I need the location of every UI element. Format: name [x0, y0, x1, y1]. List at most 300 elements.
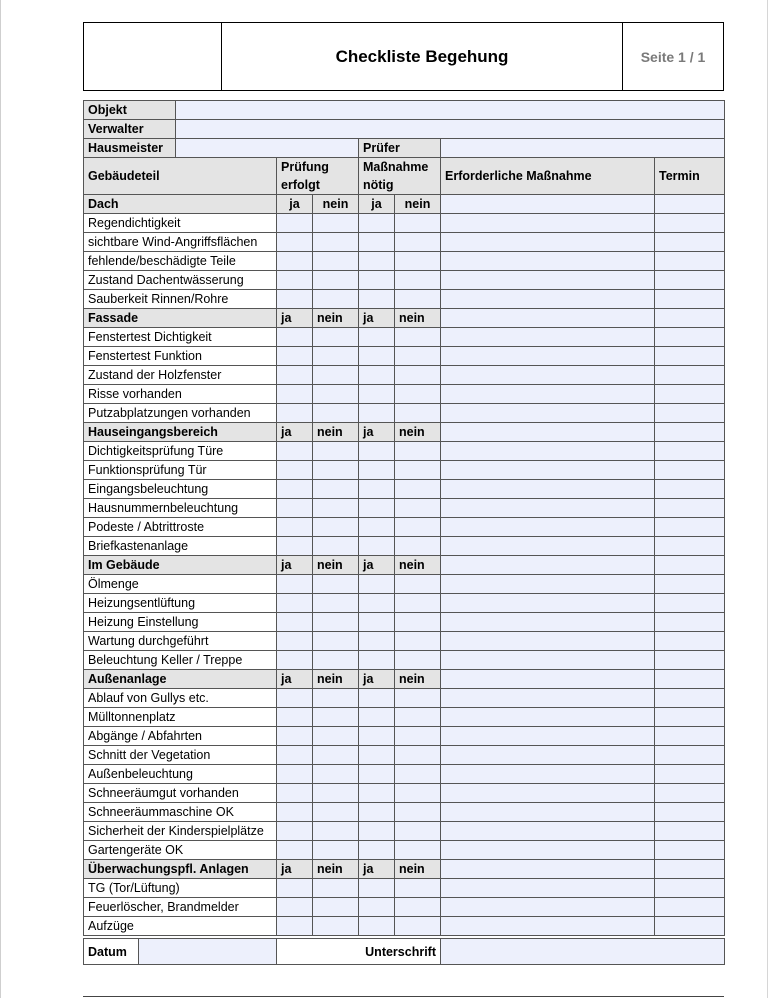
massnahme-nein-checkbox[interactable]	[395, 499, 441, 518]
header-nein-massnahme: nein	[395, 309, 441, 328]
item-label: Zustand der Holzfenster	[84, 366, 277, 385]
massnahme-nein-checkbox[interactable]	[395, 290, 441, 309]
massnahme-ja-checkbox[interactable]	[359, 575, 395, 594]
massnahme-text-field[interactable]	[441, 461, 655, 480]
termin-field[interactable]	[655, 765, 725, 784]
termin-field[interactable]	[655, 822, 725, 841]
pruefung-nein-checkbox[interactable]	[313, 328, 359, 347]
checklist-row	[84, 822, 725, 841]
section-massnahme-cell[interactable]	[441, 309, 655, 328]
termin-field[interactable]	[655, 879, 725, 898]
massnahme-ja-checkbox[interactable]	[359, 784, 395, 803]
checklist-row	[84, 442, 725, 461]
pruefung-nein-checkbox[interactable]	[313, 480, 359, 499]
massnahme-nein-checkbox[interactable]	[395, 252, 441, 271]
termin-field[interactable]	[655, 537, 725, 556]
massnahme-ja-checkbox[interactable]	[359, 499, 395, 518]
termin-field[interactable]	[655, 594, 725, 613]
massnahme-nein-checkbox[interactable]	[395, 385, 441, 404]
massnahme-ja-checkbox[interactable]	[359, 898, 395, 917]
objekt-field[interactable]	[176, 101, 725, 120]
item-label: Ölmenge	[84, 575, 277, 594]
massnahme-text-field[interactable]	[441, 442, 655, 461]
pruefung-nein-checkbox[interactable]	[313, 879, 359, 898]
pruefung-ja-checkbox[interactable]	[277, 651, 313, 670]
hausmeister-field[interactable]	[176, 139, 359, 158]
pruefung-ja-checkbox[interactable]	[277, 461, 313, 480]
section-termin-cell[interactable]	[655, 423, 725, 442]
termin-field[interactable]	[655, 347, 725, 366]
massnahme-nein-checkbox[interactable]	[395, 366, 441, 385]
pruefung-ja-checkbox[interactable]	[277, 708, 313, 727]
massnahme-ja-checkbox[interactable]	[359, 461, 395, 480]
pruefung-nein-checkbox[interactable]	[313, 594, 359, 613]
massnahme-nein-checkbox[interactable]	[395, 822, 441, 841]
pruefung-ja-checkbox[interactable]	[277, 822, 313, 841]
checklist-row	[84, 613, 725, 632]
termin-field[interactable]	[655, 442, 725, 461]
pruefung-nein-checkbox[interactable]	[313, 290, 359, 309]
pruefer-field[interactable]	[441, 139, 725, 158]
termin-field[interactable]	[655, 651, 725, 670]
label-objekt: Objekt	[84, 101, 176, 120]
termin-field[interactable]	[655, 898, 725, 917]
col-pruefung: Prüfung erfolgt	[277, 158, 359, 195]
massnahme-text-field[interactable]	[441, 537, 655, 556]
footer-table	[83, 938, 725, 965]
checklist-row	[84, 233, 725, 252]
massnahme-text-field[interactable]	[441, 708, 655, 727]
checklist-row	[84, 632, 725, 651]
pruefung-nein-checkbox[interactable]	[313, 385, 359, 404]
pruefung-ja-checkbox[interactable]	[277, 917, 313, 936]
checklist-row	[84, 518, 725, 537]
header-nein-pruefung: nein	[313, 860, 359, 879]
termin-field[interactable]	[655, 328, 725, 347]
item-label: Außenbeleuchtung	[84, 765, 277, 784]
section-termin-cell[interactable]	[655, 860, 725, 879]
massnahme-nein-checkbox[interactable]	[395, 461, 441, 480]
termin-field[interactable]	[655, 689, 725, 708]
page-number: Seite 1 / 1	[640, 48, 706, 65]
massnahme-nein-checkbox[interactable]	[395, 214, 441, 233]
section-massnahme-cell[interactable]	[441, 423, 655, 442]
massnahme-ja-checkbox[interactable]	[359, 214, 395, 233]
item-label: Beleuchtung Keller / Treppe	[84, 651, 277, 670]
pruefung-nein-checkbox[interactable]	[313, 784, 359, 803]
header-ja-massnahme: ja	[359, 670, 395, 689]
massnahme-text-field[interactable]	[441, 727, 655, 746]
termin-field[interactable]	[655, 632, 725, 651]
pruefung-ja-checkbox[interactable]	[277, 385, 313, 404]
checklist-row	[84, 328, 725, 347]
massnahme-text-field[interactable]	[441, 290, 655, 309]
pruefung-nein-checkbox[interactable]	[313, 252, 359, 271]
pruefung-nein-checkbox[interactable]	[313, 537, 359, 556]
massnahme-ja-checkbox[interactable]	[359, 271, 395, 290]
massnahme-nein-checkbox[interactable]	[395, 632, 441, 651]
pruefung-nein-checkbox[interactable]	[313, 822, 359, 841]
pruefung-nein-checkbox[interactable]	[313, 518, 359, 537]
logo-area	[84, 23, 222, 90]
header-nein-pruefung: nein	[313, 195, 359, 214]
massnahme-ja-checkbox[interactable]	[359, 879, 395, 898]
section-termin-cell[interactable]	[655, 195, 725, 214]
massnahme-ja-checkbox[interactable]	[359, 404, 395, 423]
massnahme-nein-checkbox[interactable]	[395, 746, 441, 765]
massnahme-ja-checkbox[interactable]	[359, 366, 395, 385]
massnahme-text-field[interactable]	[441, 879, 655, 898]
pruefung-nein-checkbox[interactable]	[313, 404, 359, 423]
massnahme-ja-checkbox[interactable]	[359, 537, 395, 556]
massnahme-nein-checkbox[interactable]	[395, 841, 441, 860]
section-massnahme-cell[interactable]	[441, 556, 655, 575]
massnahme-ja-checkbox[interactable]	[359, 689, 395, 708]
item-label: Regendichtigkeit	[84, 214, 277, 233]
section-title: Hauseingangsbereich	[84, 423, 277, 442]
massnahme-text-field[interactable]	[441, 252, 655, 271]
pruefung-ja-checkbox[interactable]	[277, 214, 313, 233]
massnahme-nein-checkbox[interactable]	[395, 271, 441, 290]
item-label: Hausnummernbeleuchtung	[84, 499, 277, 518]
pruefung-ja-checkbox[interactable]	[277, 898, 313, 917]
item-label: Sicherheit der Kinderspielplätze	[84, 822, 277, 841]
pruefung-ja-checkbox[interactable]	[277, 689, 313, 708]
section-termin-cell[interactable]	[655, 670, 725, 689]
header-ja-pruefung: ja	[277, 556, 313, 575]
item-label: Zustand Dachentwässerung	[84, 271, 277, 290]
termin-field[interactable]	[655, 252, 725, 271]
pruefung-nein-checkbox[interactable]	[313, 575, 359, 594]
header-ja-massnahme: ja	[359, 309, 395, 328]
massnahme-ja-checkbox[interactable]	[359, 233, 395, 252]
checklist-row	[84, 708, 725, 727]
section-header-row	[84, 309, 725, 328]
item-label: TG (Tor/Lüftung)	[84, 879, 277, 898]
section-massnahme-cell[interactable]	[441, 670, 655, 689]
termin-field[interactable]	[655, 461, 725, 480]
massnahme-text-field[interactable]	[441, 214, 655, 233]
massnahme-ja-checkbox[interactable]	[359, 841, 395, 860]
pruefung-ja-checkbox[interactable]	[277, 746, 313, 765]
item-label: Eingangsbeleuchtung	[84, 480, 277, 499]
unterschrift-field[interactable]	[441, 939, 725, 965]
section-termin-cell[interactable]	[655, 309, 725, 328]
item-label: Funktionsprüfung Tür	[84, 461, 277, 480]
pruefung-nein-checkbox[interactable]	[313, 746, 359, 765]
termin-field[interactable]	[655, 613, 725, 632]
termin-field[interactable]	[655, 708, 725, 727]
item-label: Heizung Einstellung	[84, 613, 277, 632]
massnahme-text-field[interactable]	[441, 841, 655, 860]
massnahme-text-field[interactable]	[441, 385, 655, 404]
massnahme-ja-checkbox[interactable]	[359, 803, 395, 822]
massnahme-nein-checkbox[interactable]	[395, 347, 441, 366]
item-label: Wartung durchgeführt	[84, 632, 277, 651]
checklist-row	[84, 689, 725, 708]
item-label: Briefkastenanlage	[84, 537, 277, 556]
massnahme-nein-checkbox[interactable]	[395, 537, 441, 556]
massnahme-text-field[interactable]	[441, 594, 655, 613]
massnahme-text-field[interactable]	[441, 404, 655, 423]
massnahme-nein-checkbox[interactable]	[395, 708, 441, 727]
item-label: Heizungsentlüftung	[84, 594, 277, 613]
pruefung-nein-checkbox[interactable]	[313, 765, 359, 784]
header-ja-pruefung: ja	[277, 670, 313, 689]
item-label: Schnitt der Vegetation	[84, 746, 277, 765]
checklist-row	[84, 784, 725, 803]
massnahme-nein-checkbox[interactable]	[395, 898, 441, 917]
pruefung-nein-checkbox[interactable]	[313, 347, 359, 366]
pruefung-ja-checkbox[interactable]	[277, 632, 313, 651]
massnahme-text-field[interactable]	[441, 233, 655, 252]
pruefung-ja-checkbox[interactable]	[277, 518, 313, 537]
pruefung-nein-checkbox[interactable]	[313, 727, 359, 746]
section-header-row	[84, 556, 725, 575]
pruefung-ja-checkbox[interactable]	[277, 233, 313, 252]
massnahme-text-field[interactable]	[441, 784, 655, 803]
pruefung-nein-checkbox[interactable]	[313, 271, 359, 290]
pruefung-ja-checkbox[interactable]	[277, 480, 313, 499]
termin-field[interactable]	[655, 404, 725, 423]
pruefung-nein-checkbox[interactable]	[313, 214, 359, 233]
massnahme-nein-checkbox[interactable]	[395, 594, 441, 613]
label-unterschrift: Unterschrift	[277, 939, 441, 965]
massnahme-ja-checkbox[interactable]	[359, 746, 395, 765]
header-ja-pruefung: ja	[277, 195, 313, 214]
termin-field[interactable]	[655, 727, 725, 746]
termin-field[interactable]	[655, 214, 725, 233]
termin-field[interactable]	[655, 575, 725, 594]
datum-field[interactable]	[139, 939, 277, 965]
item-label: Putzabplatzungen vorhanden	[84, 404, 277, 423]
section-title: Überwachungspfl. Anlagen	[84, 860, 277, 879]
massnahme-text-field[interactable]	[441, 347, 655, 366]
massnahme-nein-checkbox[interactable]	[395, 404, 441, 423]
massnahme-ja-checkbox[interactable]	[359, 290, 395, 309]
pruefung-nein-checkbox[interactable]	[313, 366, 359, 385]
section-massnahme-cell[interactable]	[441, 195, 655, 214]
massnahme-text-field[interactable]	[441, 917, 655, 936]
massnahme-nein-checkbox[interactable]	[395, 651, 441, 670]
item-label: Sauberkeit Rinnen/Rohre	[84, 290, 277, 309]
massnahme-nein-checkbox[interactable]	[395, 784, 441, 803]
item-label: Schneeräumgut vorhanden	[84, 784, 277, 803]
page-title: Checkliste Begehung	[222, 23, 623, 90]
massnahme-ja-checkbox[interactable]	[359, 727, 395, 746]
pruefung-ja-checkbox[interactable]	[277, 727, 313, 746]
pruefung-ja-checkbox[interactable]	[277, 784, 313, 803]
massnahme-nein-checkbox[interactable]	[395, 765, 441, 784]
massnahme-text-field[interactable]	[441, 746, 655, 765]
massnahme-nein-checkbox[interactable]	[395, 328, 441, 347]
massnahme-nein-checkbox[interactable]	[395, 518, 441, 537]
item-label: Gartengeräte OK	[84, 841, 277, 860]
checklist-row	[84, 537, 725, 556]
pruefung-nein-checkbox[interactable]	[313, 499, 359, 518]
massnahme-nein-checkbox[interactable]	[395, 442, 441, 461]
pruefung-ja-checkbox[interactable]	[277, 765, 313, 784]
section-title: Im Gebäude	[84, 556, 277, 575]
massnahme-nein-checkbox[interactable]	[395, 233, 441, 252]
massnahme-text-field[interactable]	[441, 499, 655, 518]
pruefung-ja-checkbox[interactable]	[277, 537, 313, 556]
pruefung-ja-checkbox[interactable]	[277, 613, 313, 632]
header-nein-pruefung: nein	[313, 309, 359, 328]
checklist-row	[84, 746, 725, 765]
checklist-row	[84, 917, 725, 936]
header-ja-pruefung: ja	[277, 423, 313, 442]
termin-field[interactable]	[655, 480, 725, 499]
massnahme-ja-checkbox[interactable]	[359, 651, 395, 670]
massnahme-ja-checkbox[interactable]	[359, 822, 395, 841]
section-title: Fassade	[84, 309, 277, 328]
pruefung-nein-checkbox[interactable]	[313, 233, 359, 252]
col-termin: Termin	[655, 158, 725, 195]
massnahme-text-field[interactable]	[441, 803, 655, 822]
item-label: Aufzüge	[84, 917, 277, 936]
massnahme-text-field[interactable]	[441, 613, 655, 632]
massnahme-nein-checkbox[interactable]	[395, 689, 441, 708]
massnahme-ja-checkbox[interactable]	[359, 613, 395, 632]
section-header-row	[84, 423, 725, 442]
checklist-row	[84, 594, 725, 613]
item-label: Risse vorhanden	[84, 385, 277, 404]
massnahme-nein-checkbox[interactable]	[395, 803, 441, 822]
pruefung-ja-checkbox[interactable]	[277, 442, 313, 461]
massnahme-text-field[interactable]	[441, 898, 655, 917]
massnahme-ja-checkbox[interactable]	[359, 594, 395, 613]
col-massnahme: Maßnahme nötig	[359, 158, 441, 195]
massnahme-ja-checkbox[interactable]	[359, 252, 395, 271]
item-label: Ablauf von Gullys etc.	[84, 689, 277, 708]
massnahme-ja-checkbox[interactable]	[359, 480, 395, 499]
section-header-row	[84, 670, 725, 689]
termin-field[interactable]	[655, 746, 725, 765]
massnahme-ja-checkbox[interactable]	[359, 385, 395, 404]
massnahme-text-field[interactable]	[441, 651, 655, 670]
massnahme-text-field[interactable]	[441, 480, 655, 499]
pruefung-nein-checkbox[interactable]	[313, 917, 359, 936]
section-header-row	[84, 860, 725, 879]
massnahme-text-field[interactable]	[441, 632, 655, 651]
pruefung-nein-checkbox[interactable]	[313, 841, 359, 860]
massnahme-nein-checkbox[interactable]	[395, 480, 441, 499]
massnahme-ja-checkbox[interactable]	[359, 632, 395, 651]
termin-field[interactable]	[655, 518, 725, 537]
header-nein-pruefung: nein	[313, 423, 359, 442]
massnahme-ja-checkbox[interactable]	[359, 917, 395, 936]
termin-field[interactable]	[655, 366, 725, 385]
col-gebaeudeteil: Gebäudeteil	[84, 158, 277, 195]
massnahme-text-field[interactable]	[441, 575, 655, 594]
pruefung-ja-checkbox[interactable]	[277, 803, 313, 822]
section-termin-cell[interactable]	[655, 556, 725, 575]
massnahme-text-field[interactable]	[441, 328, 655, 347]
massnahme-nein-checkbox[interactable]	[395, 879, 441, 898]
massnahme-text-field[interactable]	[441, 518, 655, 537]
checklist-row	[84, 879, 725, 898]
massnahme-ja-checkbox[interactable]	[359, 347, 395, 366]
massnahme-ja-checkbox[interactable]	[359, 708, 395, 727]
termin-field[interactable]	[655, 841, 725, 860]
checklist-row	[84, 347, 725, 366]
header-ja-massnahme: ja	[359, 860, 395, 879]
massnahme-ja-checkbox[interactable]	[359, 442, 395, 461]
pruefung-nein-checkbox[interactable]	[313, 651, 359, 670]
header-nein-pruefung: nein	[313, 670, 359, 689]
pruefung-ja-checkbox[interactable]	[277, 499, 313, 518]
pruefung-nein-checkbox[interactable]	[313, 689, 359, 708]
checklist-row	[84, 480, 725, 499]
pruefung-nein-checkbox[interactable]	[313, 898, 359, 917]
massnahme-text-field[interactable]	[441, 689, 655, 708]
termin-field[interactable]	[655, 271, 725, 290]
massnahme-text-field[interactable]	[441, 822, 655, 841]
checklist-row	[84, 499, 725, 518]
termin-field[interactable]	[655, 499, 725, 518]
massnahme-nein-checkbox[interactable]	[395, 917, 441, 936]
section-header-row	[84, 195, 725, 214]
section-massnahme-cell[interactable]	[441, 860, 655, 879]
termin-field[interactable]	[655, 803, 725, 822]
pruefung-nein-checkbox[interactable]	[313, 803, 359, 822]
massnahme-nein-checkbox[interactable]	[395, 575, 441, 594]
massnahme-ja-checkbox[interactable]	[359, 328, 395, 347]
termin-field[interactable]	[655, 784, 725, 803]
pruefung-ja-checkbox[interactable]	[277, 594, 313, 613]
verwalter-field[interactable]	[176, 120, 725, 139]
termin-field[interactable]	[655, 290, 725, 309]
pruefung-ja-checkbox[interactable]	[277, 252, 313, 271]
massnahme-text-field[interactable]	[441, 765, 655, 784]
header-ja-pruefung: ja	[277, 860, 313, 879]
massnahme-nein-checkbox[interactable]	[395, 727, 441, 746]
pruefung-ja-checkbox[interactable]	[277, 347, 313, 366]
label-hausmeister: Hausmeister	[84, 139, 176, 158]
termin-field[interactable]	[655, 385, 725, 404]
massnahme-text-field[interactable]	[441, 366, 655, 385]
pruefung-ja-checkbox[interactable]	[277, 366, 313, 385]
pruefung-ja-checkbox[interactable]	[277, 328, 313, 347]
pruefung-ja-checkbox[interactable]	[277, 290, 313, 309]
pruefung-ja-checkbox[interactable]	[277, 879, 313, 898]
header-nein-massnahme: nein	[395, 670, 441, 689]
header-ja-massnahme: ja	[359, 556, 395, 575]
checklist-row	[84, 803, 725, 822]
item-label: fehlende/beschädigte Teile	[84, 252, 277, 271]
header-ja-massnahme: ja	[359, 195, 395, 214]
pruefung-ja-checkbox[interactable]	[277, 841, 313, 860]
pruefung-nein-checkbox[interactable]	[313, 708, 359, 727]
pruefung-nein-checkbox[interactable]	[313, 442, 359, 461]
checklist-row	[84, 898, 725, 917]
pruefung-nein-checkbox[interactable]	[313, 461, 359, 480]
header-nein-massnahme: nein	[395, 556, 441, 575]
termin-field[interactable]	[655, 917, 725, 936]
massnahme-nein-checkbox[interactable]	[395, 613, 441, 632]
pruefung-ja-checkbox[interactable]	[277, 575, 313, 594]
pruefung-ja-checkbox[interactable]	[277, 271, 313, 290]
pruefung-ja-checkbox[interactable]	[277, 404, 313, 423]
massnahme-ja-checkbox[interactable]	[359, 518, 395, 537]
massnahme-ja-checkbox[interactable]	[359, 765, 395, 784]
pruefung-nein-checkbox[interactable]	[313, 632, 359, 651]
pruefung-nein-checkbox[interactable]	[313, 613, 359, 632]
termin-field[interactable]	[655, 233, 725, 252]
label-datum: Datum	[84, 939, 139, 965]
massnahme-text-field[interactable]	[441, 271, 655, 290]
